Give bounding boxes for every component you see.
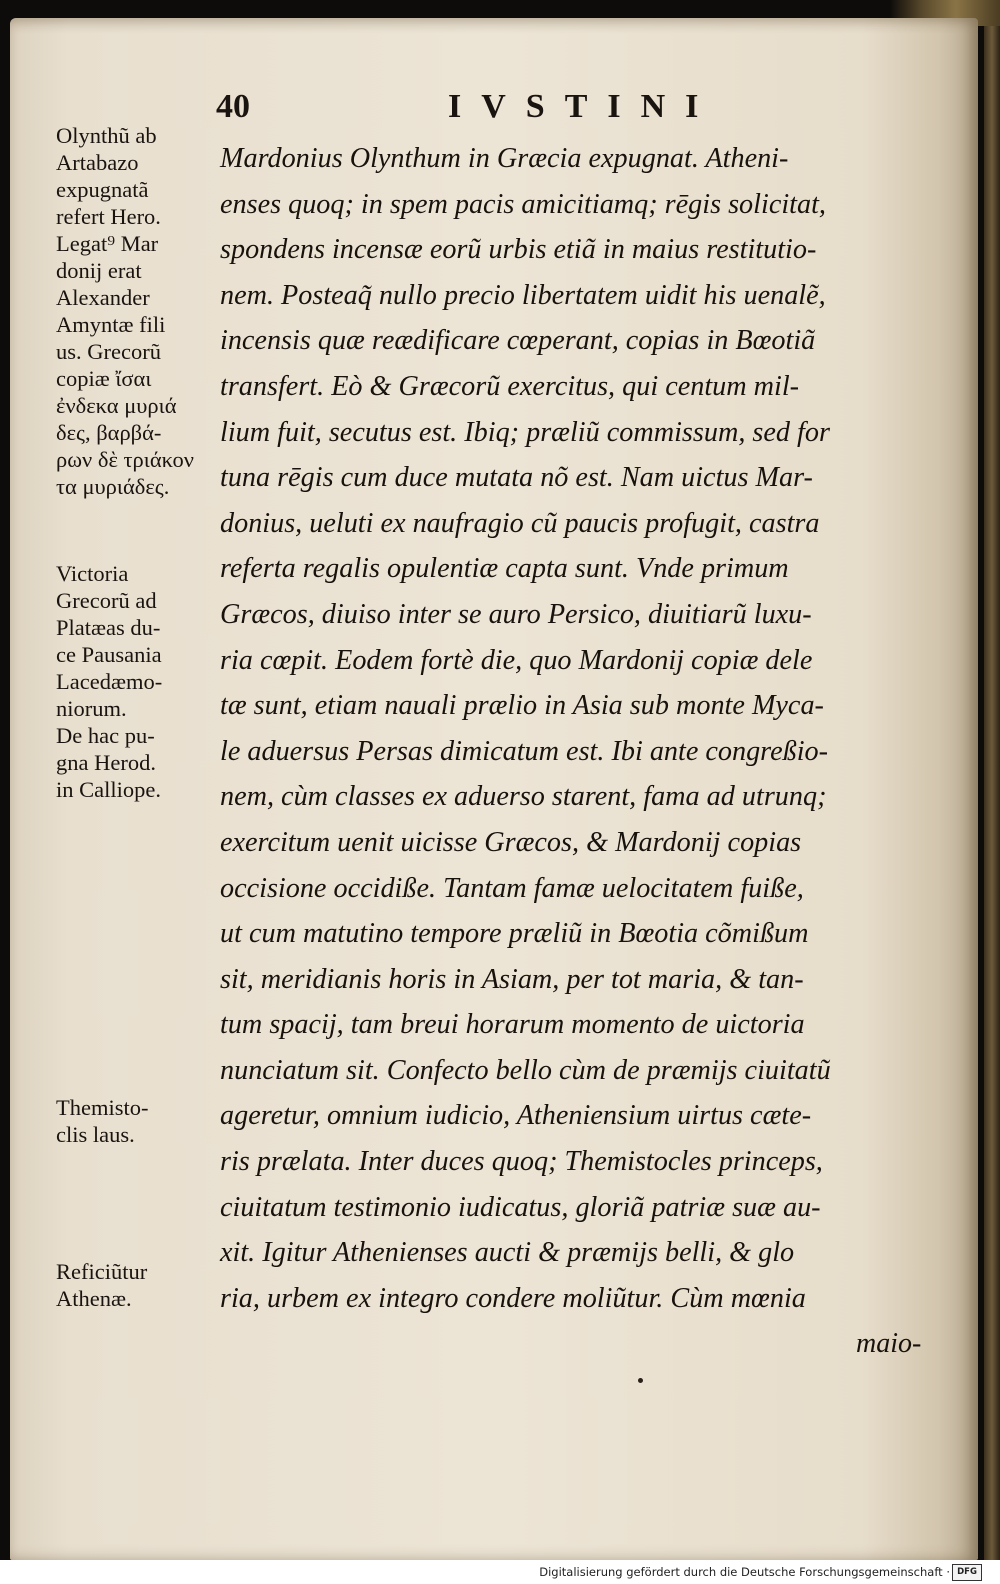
book-page bbox=[10, 18, 978, 1560]
margin-note-line: Reficiũtur bbox=[56, 1259, 148, 1284]
catchword: maio- bbox=[856, 1328, 922, 1359]
margin-note-line: Victoria bbox=[56, 561, 129, 586]
margin-note-line: τα μυριάδες. bbox=[56, 474, 170, 499]
margin-note-line: copiæ ἴσαι bbox=[56, 366, 152, 391]
body-line: occisione occidiße. Tantam famæ uelocitatem fuiße, bbox=[220, 872, 804, 904]
margin-note-line: δες, βαρβά- bbox=[56, 420, 162, 445]
body-line: sit, meridianis horis in Asiam, per tot maria, & tan- bbox=[220, 963, 804, 995]
body-line: ria, urbem ex integro condere moliũtur. Cùm mœnia bbox=[220, 1282, 806, 1314]
body-line: nem. Posteaq̃ nullo precio libertatem uidit his uenalẽ, bbox=[220, 279, 826, 311]
body-text bbox=[220, 136, 936, 1321]
margin-note-line: Legat⁹ Mar bbox=[56, 231, 159, 256]
page-number: 40 bbox=[216, 88, 250, 125]
running-title: IVSTINI bbox=[448, 88, 719, 125]
margin-note-line: Grecorũ ad bbox=[56, 588, 157, 613]
margin-note-line: Themisto- bbox=[56, 1095, 149, 1120]
margin-note-line: refert Hero. bbox=[56, 204, 161, 229]
body-line: ut cum matutino tempore præliũ in Bœotia cõmißum bbox=[220, 918, 809, 950]
margin-note-line: Athenæ. bbox=[56, 1286, 132, 1311]
body-line: le aduersus Persas dimicatum est. Ibi ante congreßio- bbox=[220, 735, 829, 767]
margin-note-line: ἐνδεκα μυριά bbox=[56, 393, 177, 418]
funding-credit: Digitalisierung gefördert durch die Deutsche Forschungsgemeinschaft · bbox=[539, 1565, 950, 1579]
margin-note-line: gna Herod. bbox=[56, 750, 156, 775]
margin-note-line: Olynthũ ab bbox=[56, 123, 157, 148]
margin-note-line: Alexander bbox=[56, 285, 150, 310]
body-line: tuna rēgis cum duce mutata nõ est. Nam uictus Mar- bbox=[220, 462, 813, 494]
body-line: exercitum uenit uicisse Græcos, & Mardonij copias bbox=[220, 826, 802, 858]
margin-note-line: in Calliope. bbox=[56, 777, 161, 802]
margin-note-line: ce Pausania bbox=[56, 642, 162, 667]
body-line: referta regalis opulentiæ capta sunt. Vnde primum bbox=[220, 553, 789, 585]
book-binding-edge bbox=[984, 0, 1000, 1560]
body-line: ria cœpit. Eodem fortè die, quo Mardonij copiæ dele bbox=[220, 644, 813, 676]
ink-dot bbox=[638, 1378, 643, 1383]
margin-note-line: us. Grecorũ bbox=[56, 339, 161, 364]
body-line: enses quoq; in spem pacis amicitiamq; rēgis solicitat, bbox=[220, 188, 826, 220]
margin-note-line: Platæas du- bbox=[56, 615, 161, 640]
body-line: nunciatum sit. Confecto bello cùm de præmijs ciuitatũ bbox=[220, 1054, 831, 1086]
margin-note bbox=[56, 560, 216, 803]
margin-note-line: clis laus. bbox=[56, 1122, 135, 1147]
digitization-footer bbox=[0, 1560, 1000, 1584]
body-line: ageretur, omnium iudicio, Atheniensium uirtus cæte- bbox=[220, 1100, 812, 1132]
margin-note-line: De hac pu- bbox=[56, 723, 155, 748]
body-line: donius, ueluti ex naufragio cũ paucis profugit, castra bbox=[220, 507, 820, 539]
body-line: tum spacij, tam breui horarum momento de uictoria bbox=[220, 1009, 805, 1041]
page-header bbox=[216, 88, 736, 128]
body-line: xit. Igitur Athenienses aucti & præmijs belli, & glo bbox=[220, 1237, 795, 1269]
margin-note bbox=[56, 1258, 216, 1312]
body-line: spondens incensæ eorũ urbis etiã in maius restitutio- bbox=[220, 234, 817, 266]
margin-note bbox=[56, 122, 216, 500]
body-line: incensis quæ reædificare cœperant, copias in Bœotiã bbox=[220, 325, 816, 357]
body-line: ciuitatum testimonio iudicatus, gloriã patriæ suæ au- bbox=[220, 1191, 821, 1223]
body-line: lium fuit, secutus est. Ibiq; præliũ commissum, sed for bbox=[220, 416, 830, 448]
body-line: Mardonius Olynthum in Græcia expugnat. Atheni- bbox=[220, 143, 789, 174]
margin-note-line: ρων δὲ τριάκον bbox=[56, 447, 194, 472]
margin-note-line: expugnatã bbox=[56, 177, 149, 202]
margin-note bbox=[56, 1094, 216, 1148]
margin-note-line: niorum. bbox=[56, 696, 127, 721]
margin-note-line: donij erat bbox=[56, 258, 142, 283]
dfg-logo: DFG bbox=[952, 1564, 982, 1581]
margin-note-line: Lacedæmo- bbox=[56, 669, 163, 694]
body-line: transfert. Eò & Græcorũ exercitus, qui centum mil- bbox=[220, 370, 800, 402]
margin-note-line: Amyntæ fili bbox=[56, 312, 166, 337]
body-line: ris prælata. Inter duces quoq; Themistocles princeps, bbox=[220, 1146, 823, 1178]
body-line: tæ sunt, etiam nauali prælio in Asia sub monte Myca- bbox=[220, 690, 824, 722]
margin-note-line: Artabazo bbox=[56, 150, 139, 175]
body-line: nem, cùm classes ex aduerso starent, fama ad utrunq; bbox=[220, 781, 827, 813]
body-line: Græcos, diuiso inter se auro Persico, diuitiarũ luxu- bbox=[220, 598, 812, 630]
